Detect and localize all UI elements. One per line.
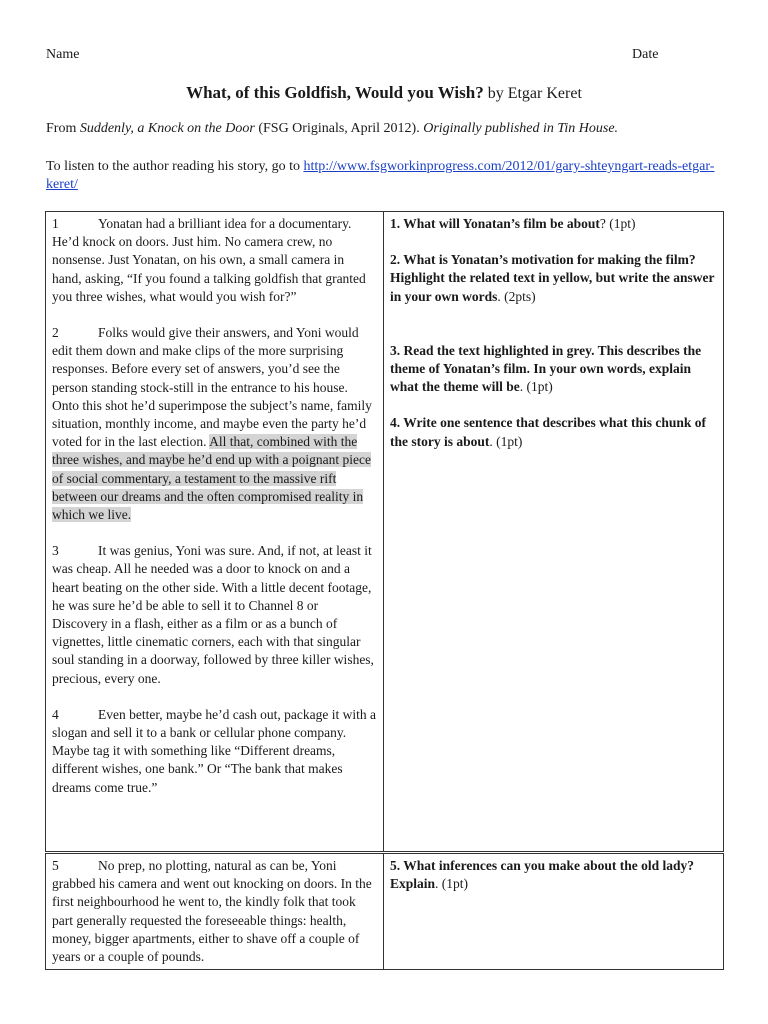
question-2 [390, 251, 717, 306]
worksheet-table-2 [45, 853, 724, 970]
author-byline: by Etgar Keret [487, 85, 582, 102]
question-1 [390, 215, 717, 233]
grey-highlight-text: All that, combined with the three wishes, and maybe he’d end up with a poignant piece of social commentary, a testament to the massive rift between our dreams and the often compromised reality in which we live. [52, 434, 372, 523]
paragraph-number: 1 [52, 216, 59, 231]
question-text: 5. What inferences can you make about the old lady? Explain [390, 858, 695, 892]
question-4 [390, 414, 717, 450]
paragraph-3 [52, 542, 377, 688]
question-text: 3. Read the text highlighted in grey. This describes the theme of Yonatan’s film. In your own words, explain what the theme will be [390, 342, 702, 395]
listen-text: To listen to the author reading his story, go to [46, 159, 304, 174]
question-points: . (1pt) [519, 379, 553, 395]
paragraph-text: Folks would give their answers, and Yoni would edit them down and make clips of the more surprising responses. Before every set of answers, you’d see the person standing stock-still in the entrance to his house. Onto this shot he’d superimpose the subject’s name, family situation, monthly income, and maybe even the party he’d voted for in the last election. [52, 325, 372, 450]
question-points: . (2pts) [497, 288, 536, 304]
table-row [46, 212, 724, 852]
publication-note: Originally published in Tin House. [423, 121, 619, 136]
name-label: Name [46, 47, 80, 62]
paragraph-number: 5 [52, 858, 59, 873]
paragraph-5 [52, 857, 377, 966]
book-title: Suddenly, a Knock on the Door [79, 121, 255, 136]
question-text: 2. What is Yonatan’s motivation for making the film? Highlight the related text in yellow, but write the answer in your own words [390, 252, 715, 304]
source-details: (FSG Originals, April 2012). [254, 121, 424, 136]
paragraph-number: 4 [52, 706, 59, 722]
question-points: ? (1pt) [599, 216, 636, 231]
question-points: . (1pt) [435, 876, 469, 892]
listen-instructions [46, 158, 726, 194]
questions-cell [384, 854, 724, 970]
question-text: 4. Write one sentence that describes what this chunk of the story is about [390, 415, 706, 449]
paragraph-number: 2 [52, 325, 59, 341]
story-cell [46, 854, 384, 970]
story-title: What, of this Goldfish, Would you Wish? [186, 83, 484, 102]
page-title [0, 83, 768, 103]
story-cell [46, 212, 384, 852]
paragraph-4 [52, 706, 377, 797]
date-label: Date [632, 47, 659, 62]
paragraph-text: Even better, maybe he’d cash out, package it with a slogan and sell it to a bank or cellular phone company. Maybe tag it with something like “Different dreams, different wishes, one bank.” Or “The bank that makes dreams come true.” [52, 706, 376, 795]
paragraph-2 [52, 324, 377, 524]
question-5 [390, 857, 717, 893]
question-3 [390, 342, 717, 397]
paragraph-1 [52, 215, 377, 306]
audio-link[interactable]: http://www.fsgworkinprogress.com/2012/01/gary-shteyngart-reads-etgar-keret/ [46, 159, 715, 192]
table-row [46, 854, 724, 970]
paragraph-text: Yonatan had a brilliant idea for a documentary. He’d knock on doors. Just him. No camera crew, no nonsense. Just Yonatan, on his own, a small camera in hand, asking, “If you found a talking goldfish that granted you three wishes, what would you wish for?” [52, 216, 366, 304]
paragraph-number: 3 [52, 543, 59, 559]
source-line [46, 121, 618, 137]
question-points: . (1pt) [489, 433, 523, 449]
worksheet-table-1 [45, 211, 724, 852]
questions-cell [384, 212, 724, 852]
paragraph-text: It was genius, Yoni was sure. And, if not, at least it was cheap. All he needed was a door to knock on and a heart beating on the other side. With a little decent footage, he was sure he’d be able to sell it to Channel 8 or Discovery in a flash, either as a film or as a bunch of vignettes, little cinematic corners, each with that singular soul standing in a doorway, followed by three killer wishes, precious, every one. [52, 543, 374, 686]
source-prefix: From [46, 121, 80, 136]
question-text: 1. What will Yonatan’s film be about [390, 216, 600, 231]
paragraph-text: No prep, no plotting, natural as can be, Yoni grabbed his camera and went out knocking on doors. In the first neighbourhood he went to, the kindly folk that took part generally requested the foreseeable things: health, money, bigger apartments, either to shave off a couple of years or a couple of pounds. [52, 858, 372, 965]
